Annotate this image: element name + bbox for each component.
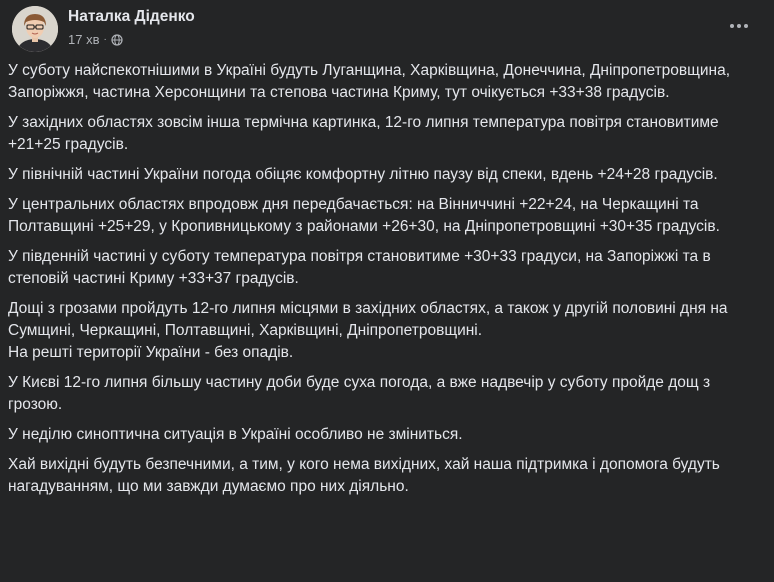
- post-paragraph: У західних областях зовсім інша термічна картинка, 12-го липня температура повітря становитиме +21+25 градусів.: [8, 114, 719, 153]
- post-paragraph: На решті території України - без опадів.: [8, 344, 294, 361]
- post-paragraph: У неділю синоптична ситуація в Україні особливо не зміниться.: [8, 426, 463, 443]
- author-name[interactable]: Наталка Діденко: [68, 8, 195, 25]
- post-paragraph: У північній частині України погода обіцяє комфортну літню паузу від спеки, вдень +24+28 градусів.: [8, 166, 718, 183]
- post-paragraph: У південній частині у суботу температура повітря становитиме +30+33 градуси, на Запоріжжі та в степовій частині Криму +33+37 градусів.: [8, 248, 711, 287]
- more-dot: [744, 24, 748, 28]
- post-timestamp[interactable]: 17 хв: [68, 32, 100, 47]
- post-paragraph: У центральних областях впродовж дня передбачається: на Вінниччині +22+24, на Черкащині та Полтавщині +25+29, у Кропивницькому з районами +26+30, на Дніпропетровщині +30+35 градусів.: [8, 196, 720, 235]
- post-meta: [68, 32, 123, 47]
- post-paragraph: У суботу найспекотнішими в Україні будуть Луганщина, Харківщина, Донеччина, Дніпропетровщина, Запоріжжя, частина Херсонщини та степова частина Криму, тут очікується +33+38 градусів.: [8, 62, 731, 101]
- avatar[interactable]: [12, 6, 58, 52]
- more-dot: [737, 24, 741, 28]
- post-paragraph: У Києві 12-го липня більшу частину доби буде суха погода, а вже надвечір у суботу пройде дощ з грозою.: [8, 374, 711, 413]
- more-options-icon[interactable]: [724, 14, 754, 38]
- globe-icon[interactable]: [111, 34, 123, 46]
- post-header: [6, 0, 768, 58]
- more-dot: [730, 24, 734, 28]
- post-paragraph: Дощі з грозами пройдуть 12-го липня місцями в західних областях, а також у другій половині дня на Сумщині, Черкащині, Полтавщині, Харківщині, Дніпропетровщині.: [8, 300, 728, 339]
- post-text: [6, 58, 768, 498]
- post-paragraph: Хай вихідні будуть безпечними, а тим, у кого нема вихідних, хай наша підтримка і допомога будуть нагадуванням, що ми завжди думаємо про них діяльно.: [8, 456, 720, 495]
- avatar-image: [12, 6, 58, 52]
- meta-separator: ·: [103, 33, 107, 45]
